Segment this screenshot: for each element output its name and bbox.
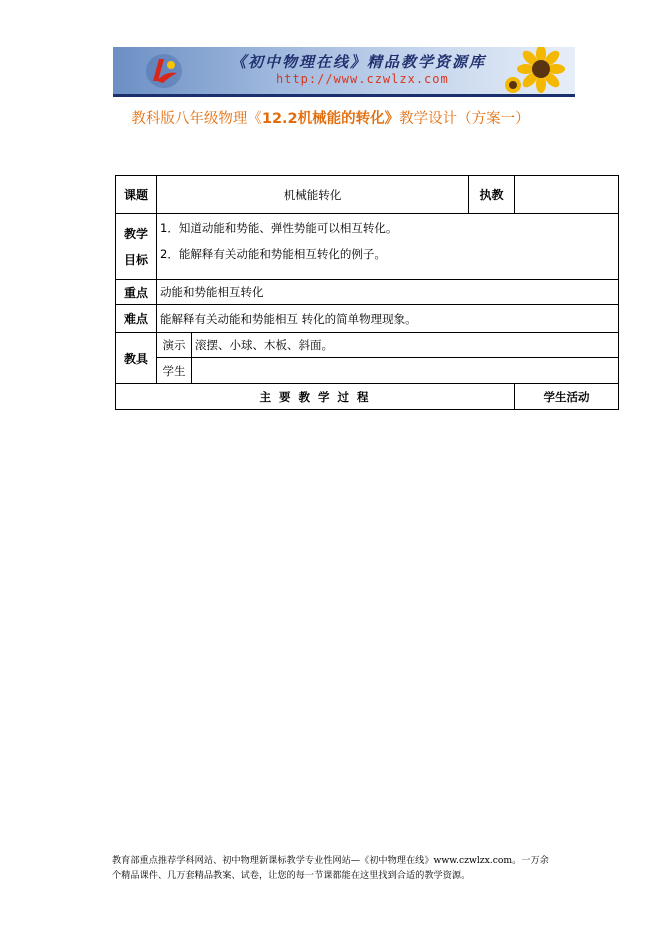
tools-student-row [116,358,619,384]
student-label: 学生 [157,358,192,384]
difficulty-label: 难点 [116,305,157,333]
key-point-label: 重点 [116,280,157,305]
banner-title: 《初中物理在线》精品教学资源库 [231,53,487,71]
goals-label-line2: 目标 [123,252,148,267]
demo-value: 滚摆、小球、木板、斜面。 [192,333,619,358]
goal-item: 1．知道动能和势能、弹性势能可以相互转化。 [160,221,398,235]
goal-item: 2．能解释有关动能和势能相互转化的例子。 [160,247,386,261]
goals-row [116,214,619,280]
topic-label: 课题 [116,176,157,214]
process-label: 主 要 教 学 过 程 [116,384,515,410]
title-highlight: 12.2机械能的转化》 [261,111,400,127]
teacher-value [515,176,619,214]
footer-line-1: 教育部重点推荐学科网站、初中物理新课标教学专业性网站—《初中物理在线》www.czwlzx.com。一万余 [112,855,549,866]
tools-label: 教具 [116,333,157,384]
document-title [0,107,661,128]
key-point-row [116,280,619,305]
topic-row [116,176,619,214]
title-prefix: 教科版八年级物理《 [131,111,262,127]
footer-line-2: 个精品课件、几万套精品教案、试卷，让您的每一节课都能在这里找到合适的教学资源。 [112,870,471,881]
site-logo-icon [145,53,183,89]
topic-value: 机械能转化 [157,176,469,214]
banner-underline [113,94,575,97]
title-suffix: 教学设计（方案一） [399,111,530,127]
goals-label [116,214,157,280]
student-activity-label: 学生活动 [515,384,619,410]
goals-value [157,214,619,280]
tools-demo-row [116,333,619,358]
difficulty-value: 能解释有关动能和势能相互 转化的简单物理现象。 [157,305,619,333]
process-header-row [116,384,619,410]
student-value [192,358,619,384]
key-point-value: 动能和势能相互转化 [157,280,619,305]
teacher-label: 执教 [469,176,515,214]
header-banner [113,47,575,94]
sunflower-icon [501,47,575,94]
banner-url: http://www.czwlzx.com [276,72,449,86]
demo-label: 演示 [157,333,192,358]
lesson-plan-table [115,175,619,410]
goals-label-line1: 教学 [123,226,148,241]
page-footer [112,853,582,883]
difficulty-row [116,305,619,333]
